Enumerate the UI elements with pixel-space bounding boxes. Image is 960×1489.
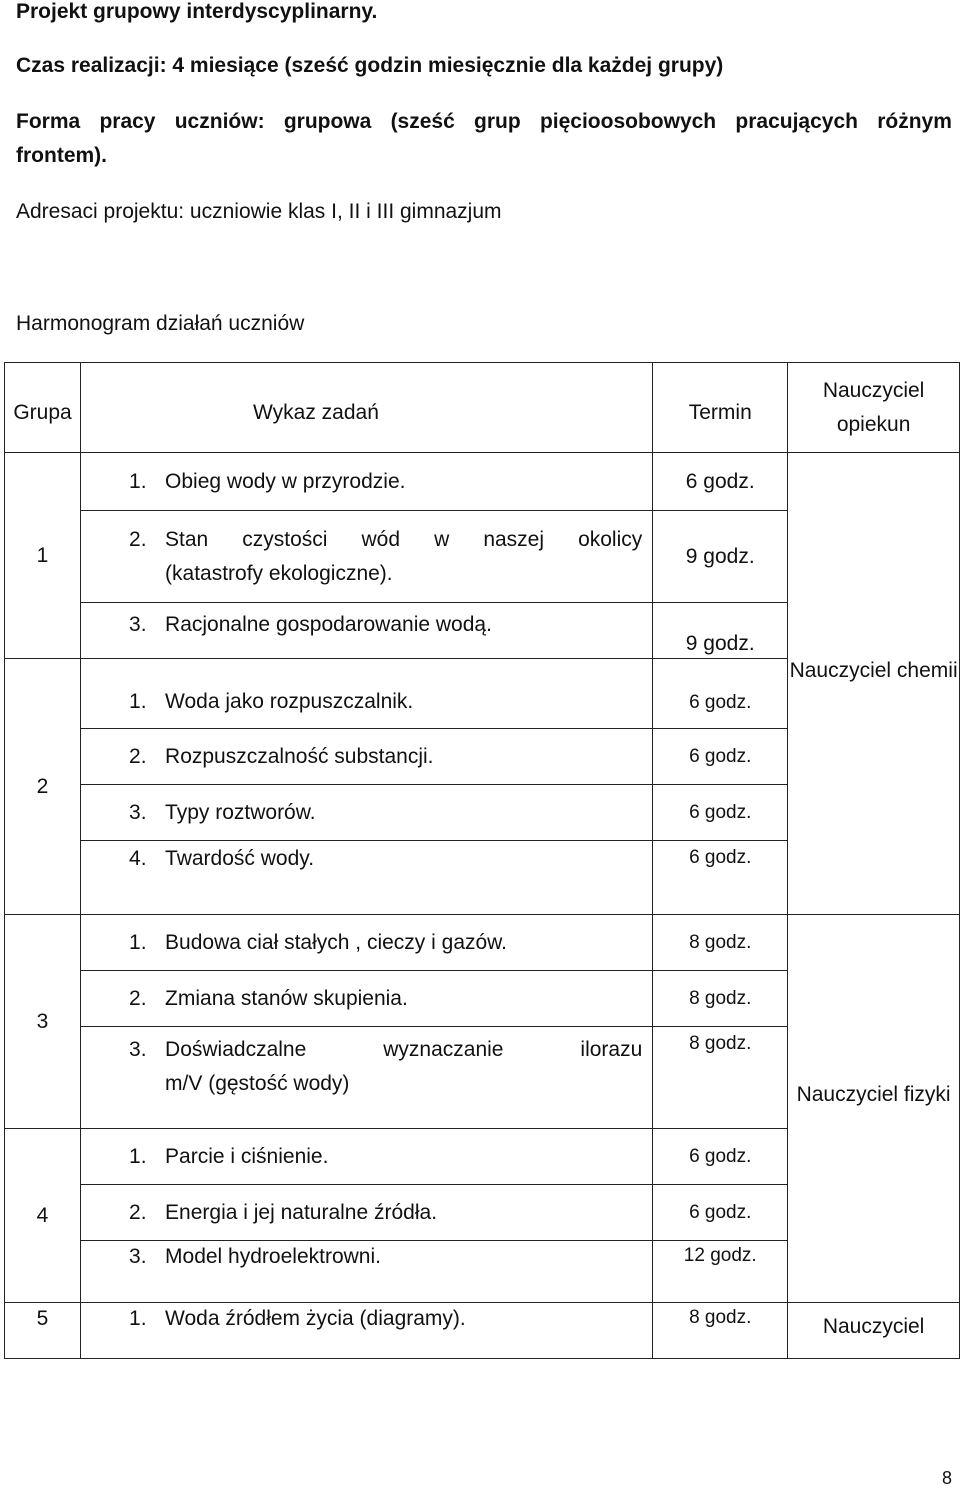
teacher-cell-empty bbox=[788, 453, 960, 511]
group-cell: 1 bbox=[5, 453, 81, 659]
term-cell: 6 godz. bbox=[653, 729, 788, 785]
group-cell: 2 bbox=[5, 659, 81, 915]
header-teacher-line2: opiekun bbox=[836, 412, 911, 436]
task-cell bbox=[81, 1303, 653, 1359]
term-cell: 6 godz. bbox=[653, 785, 788, 841]
term-cell: 12 godz. bbox=[653, 1241, 788, 1303]
task-num: 3. bbox=[129, 1245, 147, 1268]
task-text: Energia i jej naturalne źródła. bbox=[165, 1200, 438, 1224]
task-text: Rozpuszczalność substancji. bbox=[165, 744, 434, 768]
task-word: naszej bbox=[483, 527, 545, 551]
header-term bbox=[653, 363, 788, 453]
header-term-label: Termin bbox=[688, 400, 752, 424]
form-word: pięcioosobowych bbox=[539, 110, 717, 133]
task-cell bbox=[81, 1027, 653, 1129]
term-cell: 8 godz. bbox=[653, 915, 788, 971]
task-text: Budowa ciał stałych , cieczy i gazów. bbox=[165, 930, 508, 954]
teacher-cell-physics: Nauczyciel fizyki bbox=[788, 915, 960, 1303]
task-num: 1. bbox=[129, 930, 147, 954]
task-num: 1. bbox=[129, 1144, 147, 1168]
task-line2: m/V (gęstość wody) bbox=[165, 1072, 350, 1095]
task-num: 3. bbox=[129, 613, 147, 636]
task-num: 2. bbox=[129, 986, 147, 1010]
header-teacher bbox=[788, 363, 960, 453]
task-text: Zmiana stanów skupienia. bbox=[165, 986, 408, 1010]
task-word: Doświadczalne bbox=[165, 1038, 307, 1061]
task-word: ilorazu bbox=[580, 1038, 643, 1061]
term-cell: 6 godz. bbox=[653, 659, 788, 729]
task-cell bbox=[81, 1185, 653, 1241]
task-cell bbox=[81, 453, 653, 511]
group-cell: 5 bbox=[5, 1303, 81, 1359]
task-num: 2. bbox=[129, 744, 147, 768]
schedule-table bbox=[4, 362, 960, 1359]
task-text: Obieg wody w przyrodzie. bbox=[165, 469, 406, 493]
task-line1 bbox=[165, 1033, 642, 1067]
task-cell bbox=[81, 915, 653, 971]
task-text: Model hydroelektrowni. bbox=[165, 1245, 381, 1268]
task-num: 4. bbox=[129, 847, 147, 870]
form-word: uczniów: bbox=[174, 110, 265, 133]
task-word: czystości bbox=[242, 527, 328, 551]
task-text: Typy roztworów. bbox=[165, 800, 316, 824]
term-cell: 6 godz. bbox=[653, 1185, 788, 1241]
form-line bbox=[16, 110, 952, 134]
table-row bbox=[5, 511, 960, 603]
schedule-title: Harmonogram działań uczniów bbox=[16, 312, 305, 335]
header-tasks: Wykaz zadań bbox=[81, 363, 653, 453]
group-cell: 3 bbox=[5, 915, 81, 1129]
task-word: Stan bbox=[165, 527, 209, 551]
task-hang bbox=[129, 523, 652, 591]
teacher-cell-empty bbox=[788, 511, 960, 603]
task-cell bbox=[81, 841, 653, 915]
task-cell bbox=[81, 603, 653, 659]
table-row bbox=[5, 603, 960, 659]
task-cell bbox=[81, 785, 653, 841]
form-word: pracy bbox=[99, 110, 156, 133]
term-cell: 8 godz. bbox=[653, 971, 788, 1027]
task-num: 3. bbox=[129, 1038, 147, 1061]
audience-line: Adresaci projektu: uczniowie klas I, II i III gimnazjum bbox=[16, 200, 502, 223]
task-word: w bbox=[434, 527, 450, 551]
task-num: 1. bbox=[129, 690, 147, 713]
task-hang bbox=[129, 1033, 652, 1101]
table-row bbox=[5, 453, 960, 511]
header-teacher-line1: Nauczyciel bbox=[822, 378, 925, 402]
task-num: 1. bbox=[129, 1307, 147, 1330]
header-group: Grupa bbox=[5, 363, 81, 453]
table-row bbox=[5, 915, 960, 971]
project-title: Projekt grupowy interdyscyplinarny. bbox=[16, 0, 378, 23]
form-word: grupowa bbox=[283, 110, 372, 133]
task-text: Woda jako rozpuszczalnik. bbox=[165, 690, 414, 713]
task-text: Twardość wody. bbox=[165, 847, 315, 870]
task-num: 2. bbox=[129, 1200, 147, 1224]
form-word: (sześć bbox=[390, 110, 455, 133]
task-word: wód bbox=[361, 527, 401, 551]
task-text: Racjonalne gospodarowanie wodą. bbox=[165, 613, 492, 636]
task-body bbox=[165, 1033, 652, 1101]
term-cell: 9 godz. bbox=[653, 511, 788, 603]
task-body bbox=[165, 523, 652, 591]
table-header-row bbox=[5, 363, 960, 453]
duration-line: Czas realizacji: 4 miesiące (sześć godzin miesięcznie dla każdej grupy) bbox=[16, 54, 724, 77]
task-line1 bbox=[165, 523, 642, 557]
task-num: 3. bbox=[129, 800, 147, 824]
task-text: Parcie i ciśnienie. bbox=[165, 1144, 329, 1168]
task-cell bbox=[81, 511, 653, 603]
form-word: różnym bbox=[877, 110, 952, 133]
form-word: pracujących bbox=[735, 110, 858, 133]
task-word: okolicy bbox=[578, 527, 643, 551]
group-cell: 4 bbox=[5, 1129, 81, 1303]
task-num: 1. bbox=[129, 469, 147, 493]
term-cell: 6 godz. bbox=[653, 1129, 788, 1185]
task-cell bbox=[81, 729, 653, 785]
teacher-cell-last: Nauczyciel bbox=[788, 1303, 960, 1359]
teacher-cell-chemistry: Nauczyciel chemii bbox=[788, 603, 960, 915]
task-word: wyznaczanie bbox=[383, 1038, 504, 1061]
term-cell: 8 godz. bbox=[653, 1303, 788, 1359]
task-cell bbox=[81, 1129, 653, 1185]
task-num: 2. bbox=[129, 527, 147, 551]
form-word: Forma bbox=[16, 110, 81, 133]
form-word: grup bbox=[474, 110, 521, 133]
form-line-cont: frontem). bbox=[16, 144, 107, 167]
term-cell: 8 godz. bbox=[653, 1027, 788, 1129]
term-cell: 6 godz. bbox=[653, 453, 788, 511]
task-cell bbox=[81, 659, 653, 729]
page-number: 8 bbox=[941, 1468, 952, 1488]
table-row bbox=[5, 1303, 960, 1359]
task-cell bbox=[81, 971, 653, 1027]
term-cell: 6 godz. bbox=[653, 841, 788, 915]
task-text: Woda źródłem życia (diagramy). bbox=[165, 1307, 466, 1330]
term-cell: 9 godz. bbox=[653, 603, 788, 659]
task-cell bbox=[81, 1241, 653, 1303]
task-line2: (katastrofy ekologiczne). bbox=[165, 561, 393, 585]
